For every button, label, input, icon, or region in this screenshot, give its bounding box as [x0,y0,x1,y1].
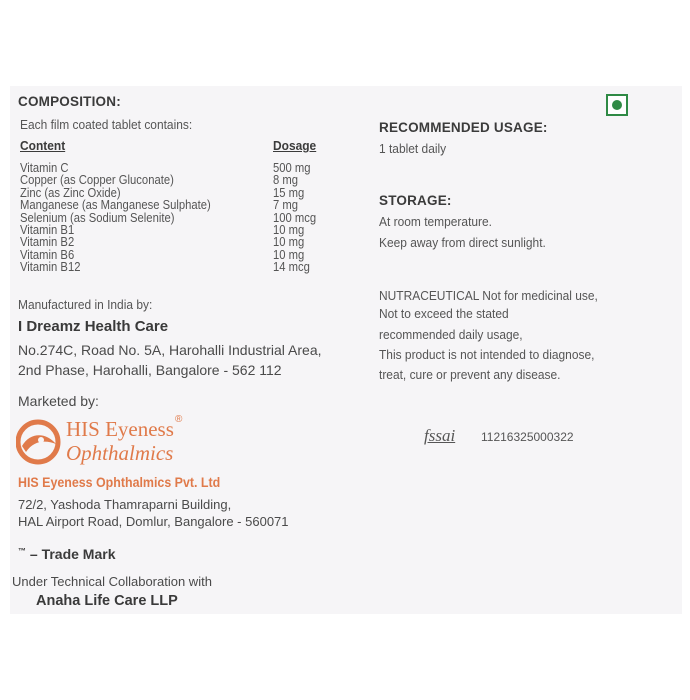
manufacturer-address-line1: No.274C, Road No. 5A, Harohalli Industrial Area, [18,342,322,358]
collaboration-label: Under Technical Collaboration with [12,574,212,589]
trademark-note [18,546,116,562]
disclaimer-line-3: recommended daily usage, [379,327,523,342]
veg-symbol-icon [606,94,628,116]
fssai-logo: fssai [424,426,456,445]
collaboration-name: Anaha Life Care LLP [36,593,178,609]
dosage-cell: 500 mg [273,161,311,175]
content-cell: Manganese (as Manganese Sulphate) [20,198,211,213]
dosage-column-header: Dosage [273,138,317,153]
registered-mark: ® [175,414,183,425]
manufacturer-label: Manufactured in India by: [18,297,153,312]
content-cell: Copper (as Copper Gluconate) [20,173,174,188]
dosage-cell: 100 mcg [273,210,317,225]
usage-text: 1 tablet daily [379,141,447,156]
disclaimer-line-1: NUTRACEUTICAL Not for medicinal use, [379,288,598,303]
marketer-address-line2: HAL Airport Road, Domlur, Bangalore - 560071 [18,514,289,529]
his-eyeness-logo-icon [16,418,64,466]
manufacturer-name: I Dreamz Health Care [18,318,169,335]
dosage-cell: 15 mg [273,185,305,200]
dosage-cell: 8 mg [273,173,299,188]
trademark-symbol: ™ [18,546,26,556]
composition-row [20,247,340,262]
dosage-cell: 14 mcg [273,260,310,275]
disclaimer-line-4: This product is not intended to diagnose, [379,347,595,362]
disclaimer-line-2: Not to exceed the stated [379,306,509,321]
content-cell: Vitamin B1 [20,223,75,237]
content-cell: Zinc (as Zinc Oxide) [20,185,121,200]
composition-intro: Each film coated tablet contains: [20,117,193,132]
marketer-label: Marketed by: [18,393,99,409]
composition-row [20,237,340,248]
content-cell: Selenium (as Sodium Selenite) [20,210,175,225]
content-cell: Vitamin C [20,161,69,175]
composition-row [20,200,340,211]
dosage-cell: 10 mg [273,235,305,250]
composition-row [20,163,340,174]
dosage-cell: 10 mg [273,223,305,237]
composition-row [20,262,340,273]
marketer-name: HIS Eyeness Ophthalmics Pvt. Ltd [18,475,221,490]
manufacturer-address-line2: 2nd Phase, Harohalli, Bangalore - 562 112 [18,362,282,378]
dosage-cell: 7 mg [273,198,299,213]
dosage-cell: 10 mg [273,247,305,262]
content-column-header: Content [20,138,66,153]
composition-heading: COMPOSITION: [18,94,121,109]
marketer-logo-line1: HIS Eyeness [66,417,174,441]
usage-heading: RECOMMENDED USAGE: [379,120,548,135]
storage-line2: Keep away from direct sunlight. [379,235,546,250]
trademark-text: – Trade Mark [26,546,116,562]
storage-line1: At room temperature. [379,214,493,229]
composition-row [20,210,340,225]
marketer-address-line1: 72/2, Yashoda Thamraparni Building, [18,497,232,512]
content-cell: Vitamin B2 [20,235,75,250]
marketer-logo-line2: Ophthalmics [66,441,174,465]
content-cell: Vitamin B12 [20,260,81,275]
composition-row [20,185,340,200]
composition-row [20,225,340,236]
composition-row [20,175,340,186]
content-cell: Vitamin B6 [20,247,75,262]
storage-heading: STORAGE: [379,193,452,208]
fssai-license-number: 11216325000322 [481,430,574,444]
disclaimer-line-5: treat, cure or prevent any disease. [379,367,561,382]
